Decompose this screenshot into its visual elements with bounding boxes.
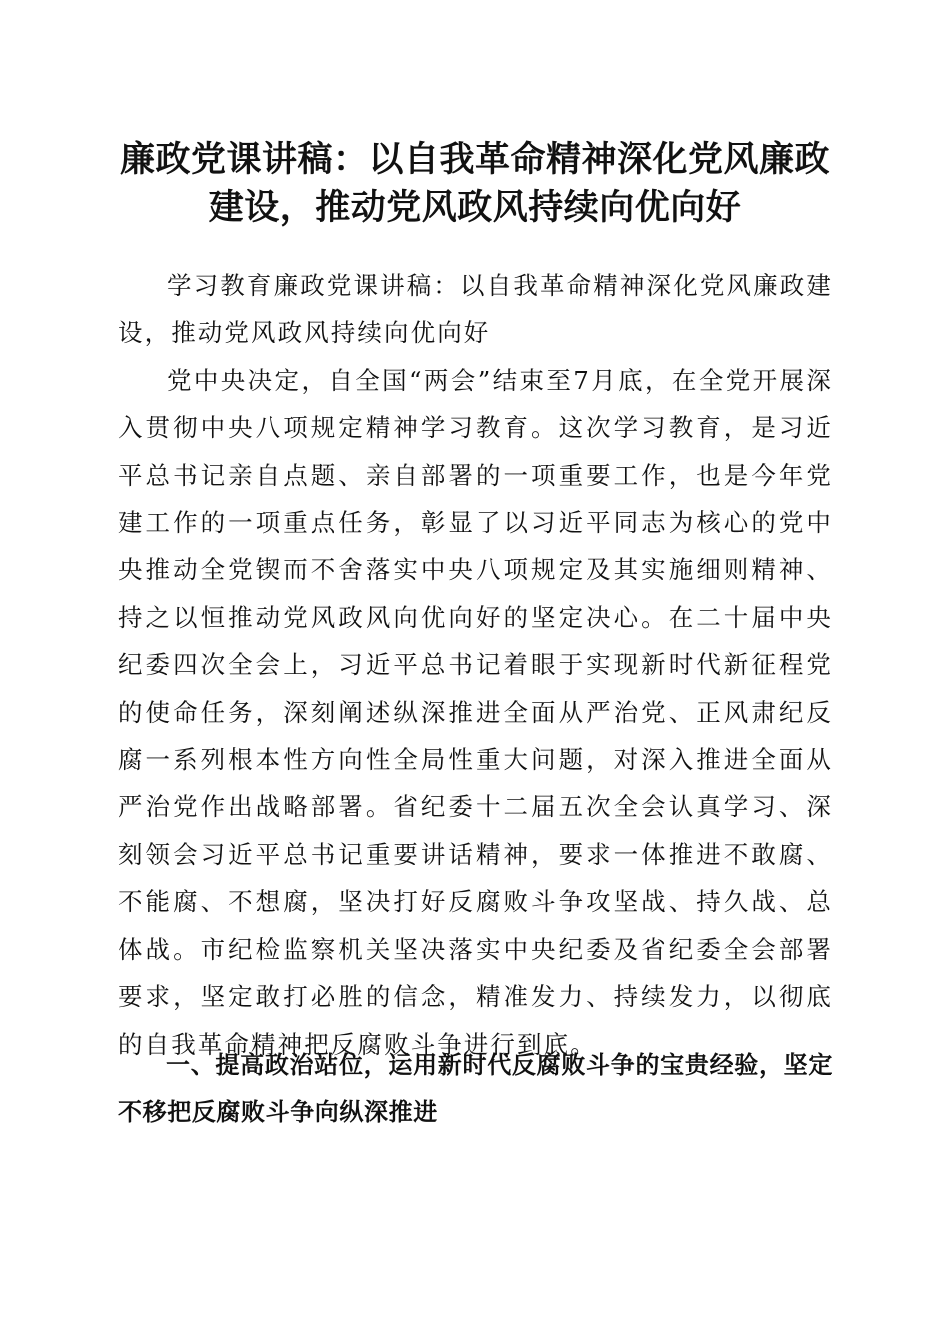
section-heading: 一、提高政治站位，运用新时代反腐败斗争的宝贵经验，坚定不移把反腐败斗争向纵深推进 — [118, 1051, 833, 1126]
document-title: 廉政党课讲稿：以自我革命精神深化党风廉政建设，推动党风政风持续向优向好 — [119, 139, 830, 228]
document-body — [118, 262, 833, 1068]
body-paragraph: 党中央决定，自全国“两会”结束至7月底，在全党开展深入贯彻中央八项规定精神学习教育。这次学习教育，是习近平总书记亲自点题、亲自部署的一项重要工作，也是今年党建工作的一项重点任务，彰显了以习近平同志为核心的党中央推动全党锲而不舍落实中央八项规定及其实施细则精神、持之以恒推动党风政风向优向好的坚定决心。在二十届中央纪委四次全会上，习近平总书记着眼于实现新时代新征程党的使命任务，深刻阐述纵深推进全面从严治党、正风肃纪反腐一系列根本性方向性全局性重大问题，对深入推进全面从严治党作出战略部署。省纪委十二届五次全会认真学习、深刻领会习近平总书记重要讲话精神，要求一体推进不敢腐、不能腐、不想腐，坚决打好反腐败斗争攻坚战、持久战、总体战。市纪检监察机关坚决落实中央纪委及省纪委全会部署要求，坚定敢打必胜的信念，精准发力、持续发力，以彻底的自我革命精神把反腐败斗争进行到底。 — [118, 365, 833, 1059]
intro-paragraph: 学习教育廉政党课讲稿：以自我革命精神深化党风廉政建设，推动党风政风持续向优向好 — [118, 271, 833, 348]
